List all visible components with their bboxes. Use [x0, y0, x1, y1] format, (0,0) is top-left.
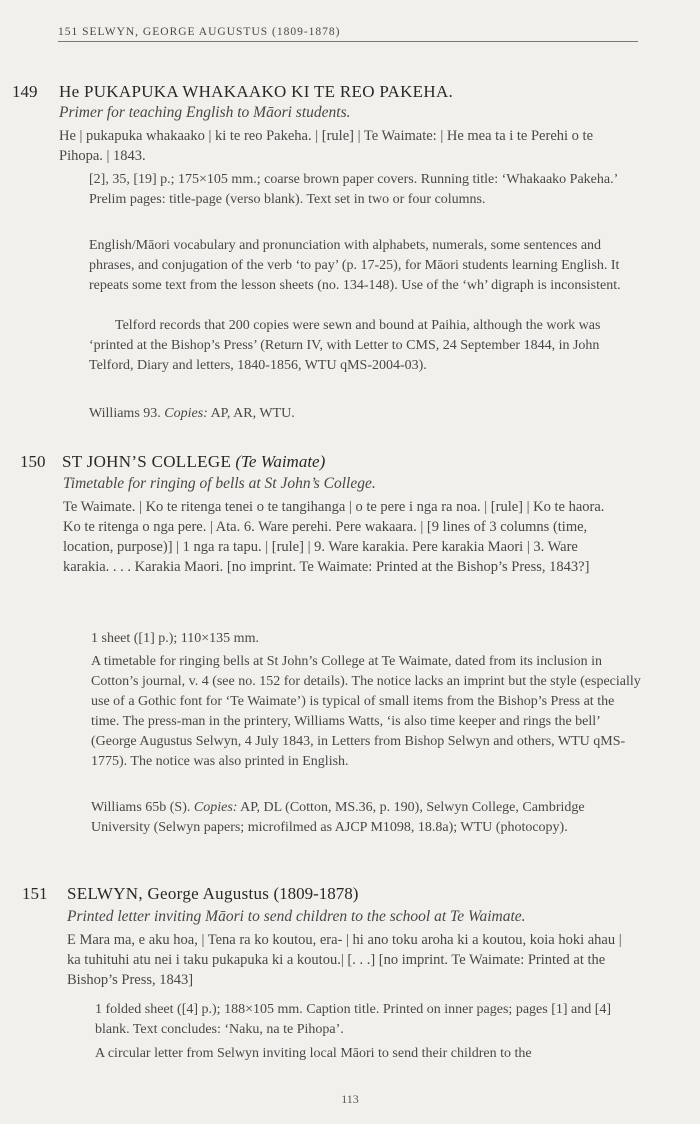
- copies-label: Copies:: [193, 800, 238, 815]
- williams-reference: Williams 93.: [89, 406, 161, 421]
- williams-reference: Williams 65b (S).: [91, 800, 191, 815]
- entry-149-physical-description: [2], 35, [19] p.; 175×105 mm.; coarse brown paper covers. Running title: ‘Whakaako Pakeha.’ Prelim pages: title-page (verso blank). Text set in two or four columns.: [89, 172, 618, 207]
- entry-150-heading: [20, 452, 325, 472]
- entry-151-heading: [22, 884, 358, 904]
- entry-151-subtitle: Printed letter inviting Māori to send children to the school at Te Waimate.: [67, 908, 526, 925]
- entry-title-dates: (1809-1878): [273, 884, 359, 903]
- entry-149-references: [89, 404, 641, 424]
- entry-150-note: A timetable for ringing bells at St John’s College at Te Waimate, dated from its inclusion in Cotton’s journal, v. 4 (see no. 152 for details). The notice lacks an imprint but the style (especially use of a Gothic font for ‘Te Waimate’) is typical of small items from the Bishop’s Press at the time. The press-man in the printery, Williams Watts, ‘is also time keeper and rings the bell’ (George Augustus Selwyn, 4 July 1843, in Letters from Bishop Selwyn and others, WTU qMS-1775). The notice was also printed in English.: [91, 654, 641, 769]
- copies-locations: AP, AR, WTU.: [210, 406, 295, 421]
- entry-151-physical-description: 1 folded sheet ([4] p.); 188×105 mm. Caption title. Printed on inner pages; pages [1] and [4] blank. Text concludes: ‘Naku, na te Pihopa’.: [95, 1002, 612, 1037]
- running-head: 151 SELWYN, GEORGE AUGUSTUS (1809-1878): [58, 26, 638, 42]
- entry-title-qualifier: (Te Waimate): [235, 452, 326, 471]
- entry-149-subtitle: Primer for teaching English to Māori students.: [59, 104, 351, 121]
- entry-151-transcription: E Mara ma, e aku hoa, | Tena ra ko koutou, era- | hi ano toku aroha ki a koutou, koia hoki ahau | ka tuhituhi atu nei i taku pukapuka ki a koutou.| [. . .] [no imprint. Te Waimate: Printed at the Bishop’s Press, 1843]: [67, 932, 622, 988]
- entry-number: 151: [22, 884, 48, 903]
- entry-149-note-telford: Telford records that 200 copies were sewn and bound at Paihia, although the work was ‘printed at the Bishop’s Press’ (Return IV, with Letter to CMS, 24 September 1844, in John Telford, Diary and letters, 1840-1856, WTU qMS-2004-03).: [89, 318, 601, 373]
- entry-151-note: A circular letter from Selwyn inviting local Māori to send their children to the: [95, 1046, 532, 1061]
- entry-150-references: [91, 798, 643, 838]
- entry-150-physical-description: 1 sheet ([1] p.); 110×135 mm.: [91, 631, 259, 646]
- copies-locations: AP, DL (Cotton, MS.36, p. 190), Selwyn College, Cambridge University (Selwyn papers; microfilmed as AJCP M1098, 18.8a); WTU (photocopy).: [91, 800, 585, 835]
- entry-title: SELWYN, George Augustus: [67, 884, 270, 903]
- entry-title: He PUKAPUKA WHAKAAKO KI TE REO PAKEHA.: [59, 82, 454, 101]
- entry-149-note: English/Māori vocabulary and pronunciation with alphabets, numerals, some sentences and phrases, and conjugation of the verb ‘to pay’ (p. 17-25), for Māori students learning English. It repeats some text from the lesson sheets (no. 134-148). Use of the ‘wh’ digraph is inconsistent.: [89, 238, 621, 293]
- entry-149-transcription: He | pukapuka whakaako | ki te reo Pakeha. | [rule] | Te Waimate: | He mea ta i te Perehi o te Pihopa. | 1843.: [59, 128, 594, 164]
- entry-149-heading: [12, 82, 453, 102]
- entry-150-subtitle: Timetable for ringing of bells at St John’s College.: [63, 475, 376, 492]
- entry-number: 150: [20, 452, 46, 471]
- entry-150-transcription: Te Waimate. | Ko te ritenga tenei o te tangihanga | o te pere i nga ra noa. | [rule] | Ko te haora. Ko te ritenga o nga pere. | Ata. 6. Ware perehi. Pere wakaara. | [9 lines of 3 columns (time, location, purpose)] | 1 nga ra tapu. | [rule] | 9. Ware karakia. Pere karakia Maori | 3. Ware karakia. . . . Karakia Maori. [no imprint. Te Waimate: Printed at the Bishop’s Press, 1843?]: [63, 499, 605, 575]
- copies-label: Copies:: [164, 406, 208, 421]
- page-number: 113: [341, 1092, 359, 1106]
- entry-title: ST JOHN’S COLLEGE: [62, 452, 232, 471]
- entry-number: 149: [12, 82, 38, 101]
